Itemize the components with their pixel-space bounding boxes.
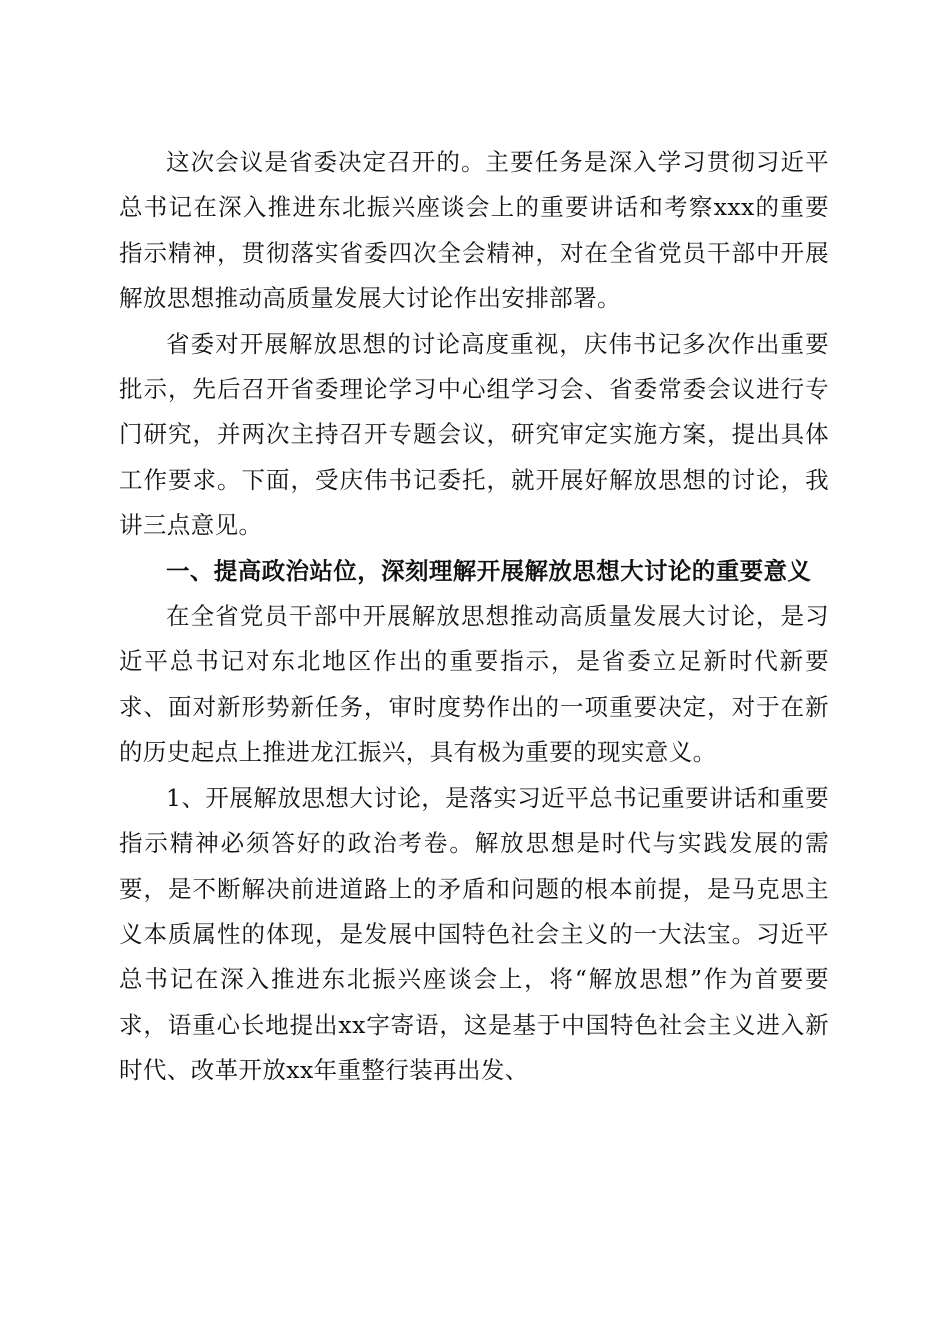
section-heading-1: 一、提高政治站位，深刻理解开展解放思想大讨论的重要意义: [166, 556, 812, 585]
paragraph-point-1: 1、开展解放思想大讨论，是落实习近平总书记重要讲话和重要指示精神必须答好的政治考卷。解放思想是时代与实践发展的需要，是不断解决前进道路上的矛盾和问题的根本前提，是马克思主义本质属性的体现，是发展中国特色社会主义的一大法宝。习近平总书记在深入推进东北振兴座谈会上，将“解放思想”作为首要要求，语重心长地提出xx字寄语，这是基于中国特色社会主义进入新时代、改革开放xx年重整行装再出发、: [119, 783, 829, 1085]
document-body: [119, 140, 829, 1094]
paragraph-significance: 在全省党员干部中开展解放思想推动高质量发展大讨论，是习近平总书记对东北地区作出的重要指示，是省委立足新时代新要求、面对新形势新任务，审时度势作出的一项重要决定，对于在新的历史起点上推进龙江振兴，具有极为重要的现实意义。: [119, 602, 829, 767]
paragraph-provincial-committee: 省委对开展解放思想的讨论高度重视，庆伟书记多次作出重要批示，先后召开省委理论学习中心组学习会、省委常委会议进行专门研究，并两次主持召开专题会议，研究审定实施方案，提出具体工作要求。下面，受庆伟书记委托，就开展好解放思想的讨论，我讲三点意见。: [119, 329, 829, 540]
paragraph-meeting-purpose: 这次会议是省委决定召开的。主要任务是深入学习贯彻习近平总书记在深入推进东北振兴座谈会上的重要讲话和考察xxx的重要指示精神，贯彻落实省委四次全会精神，对在全省党员干部中开展解放思想推动高质量发展大讨论作出安排部署。: [119, 148, 829, 313]
